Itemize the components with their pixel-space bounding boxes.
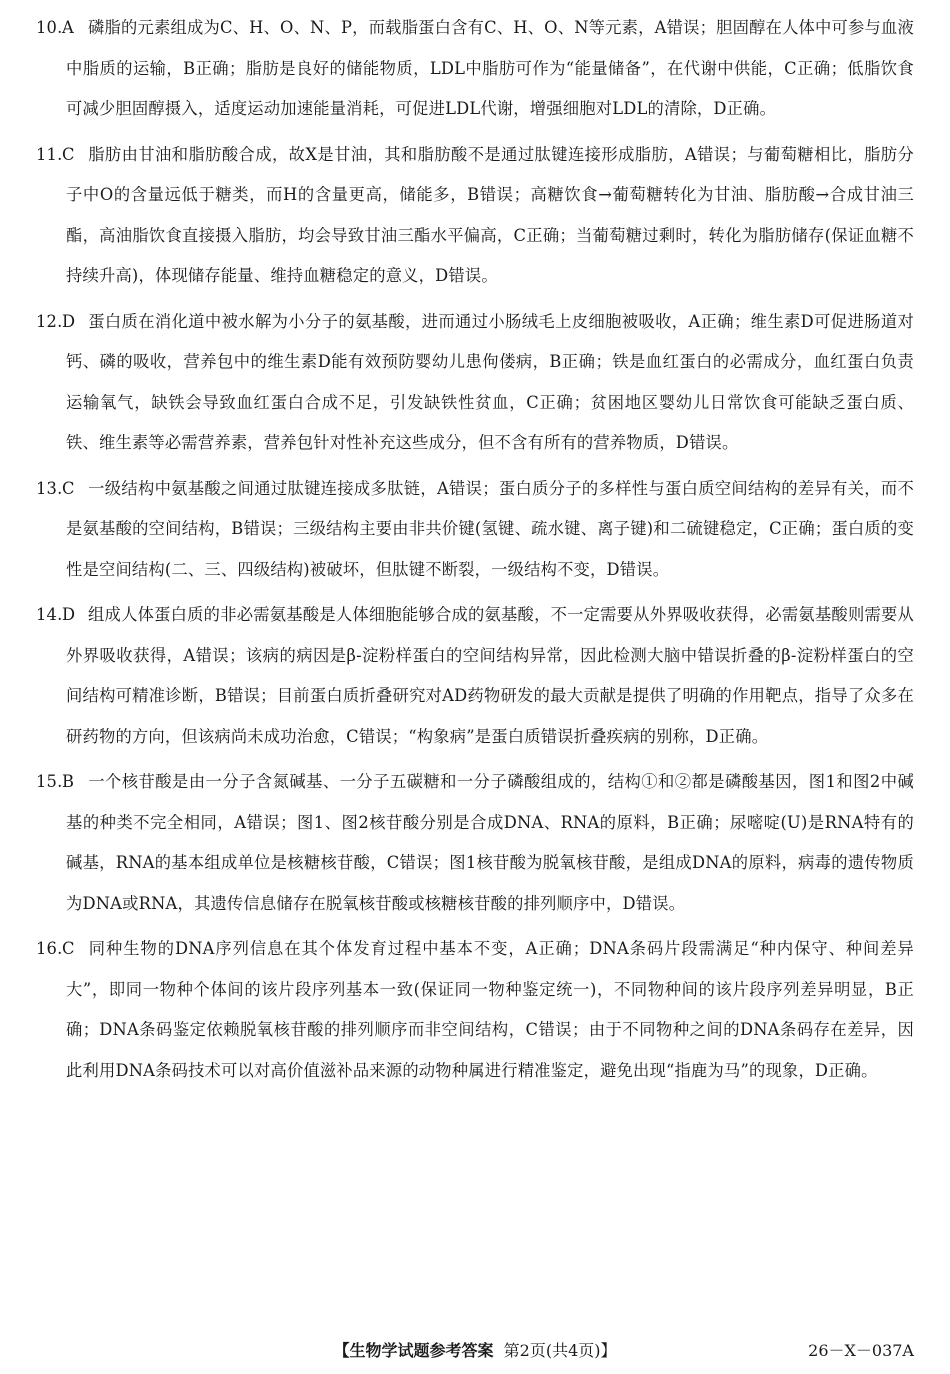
answer-item-16 [36,929,914,1091]
answer-letter: B [62,772,75,791]
answer-letter: C [62,939,75,958]
answer-item-12 [36,302,914,464]
answer-item-15 [36,762,914,924]
answer-explanation: 组成人体蛋白质的非必需氨基酸是人体细胞能够合成的氨基酸，不一定需要从外界吸收获得，必需氨基酸则需要从外界吸收获得，A错误；该病的病因是β-淀粉样蛋白的空间结构异常，因此检测大脑中错误折叠的β-淀粉样蛋白的空间结构可精准诊断，B错误；目前蛋白质折叠研究对AD药物研发的最大贡献是提供了明确的作用靶点，指导了众多在研药物的方向，但该病尚未成功治愈，C错误；“构象病”是蛋白质错误折叠疾病的别称，D正确。 [66,605,914,746]
footer-subject-title: 【生物学试题参考答案 [333,1341,494,1360]
answer-explanation: 同种生物的DNA序列信息在其个体发育过程中基本不变，A正确；DNA条码片段需满足“种内保守、种间差异大”，即同一物种个体间的该片段序列基本一致(保证同一物种鉴定统一)，不同物种间的该片段序列差异明显，B正确；DNA条码鉴定依赖脱氧核苷酸的排列顺序而非空间结构，C错误；由于不同物种之间的DNA条码存在差异，因此利用DNA条码技术可以对高价值滋补品来源的动物种属进行精准鉴定，避免出现“指鹿为马”的现象，D正确。 [66,939,914,1080]
answer-explanation: 一个核苷酸是由一分子含氮碱基、一分子五碳糖和一分子磷酸组成的，结构①和②都是磷酸基因，图1和图2中碱基的种类不完全相同，A错误；图1、图2核苷酸分别是合成DNA、RNA的原料，B正确；尿嘧啶(U)是RNA特有的碱基，RNA的基本组成单位是核糖核苷酸，C错误；图1核苷酸为脱氧核苷酸，是组成DNA的原料，病毒的遗传物质为DNA或RNA，其遗传信息储存在脱氧核苷酸或核糖核苷酸的排列顺序中，D错误。 [66,772,914,913]
answer-explanation: 一级结构中氨基酸之间通过肽键连接成多肽链，A错误；蛋白质分子的多样性与蛋白质空间结构的差异有关，而不是氨基酸的空间结构，B错误；三级结构主要由非共价键(氢键、疏水键、离子键)和二硫键稳定，C正确；蛋白质的变性是空间结构(二、三、四级结构)被破坏，但肽键不断裂，一级结构不变，D错误。 [66,478,914,579]
page-footer [0,1336,950,1366]
answer-letter: C [62,144,75,164]
answer-item-10 [36,8,914,130]
answer-explanation: 脂肪由甘油和脂肪酸合成，故X是甘油，其和脂肪酸不是通过肽键连接形成脂肪，A错误；与葡萄糖相比，脂肪分子中O的含量远低于糖类，而H的含量更高，储能多，B错误；高糖饮食→葡萄糖转化为甘油、脂肪酸→合成甘油三酯，高油脂饮食直接摄入脂肪，均会导致甘油三酯水平偏高，C正确；当葡萄糖过剩时，转化为脂肪储存(保证血糖不持续升高)，体现储存能量、维持血糖稳定的意义，D错误。 [66,144,914,285]
question-number: 12. [36,311,63,331]
answer-letter: A [62,18,74,37]
question-number: 11. [36,144,63,164]
question-number: 10. [36,18,63,37]
answer-letter: C [62,478,75,498]
question-number: 14. [36,605,63,624]
answer-list [36,8,914,1096]
question-number: 16. [36,939,63,958]
question-number: 13. [36,478,63,498]
question-number: 15. [36,772,63,791]
answer-explanation: 磷脂的元素组成为C、H、O、N、P，而载脂蛋白含有C、H、O、N等元素，A错误；胆固醇在人体中可参与血液中脂质的运输，B正确；脂肪是良好的储能物质，LDL中脂肪可作为“能量储备”，在代谢中供能，C正确；低脂饮食可减少胆固醇摄入，适度运动加速能量消耗，可促进LDL代谢，增强细胞对LDL的清除，D正确。 [66,18,914,118]
answer-letter: D [62,605,76,624]
answer-item-14 [36,595,914,757]
answer-explanation: 蛋白质在消化道中被水解为小分子的氨基酸，进而通过小肠绒毛上皮细胞被吸收，A正确；维生素D可促进肠道对钙、磷的吸收，营养包中的维生素D能有效预防婴幼儿患佝偻病，B正确；铁是血红蛋白的必需成分，血红蛋白负责运输氧气，缺铁会导致血红蛋白合成不足，引发缺铁性贫血，C正确；贫困地区婴幼儿日常饮食可能缺乏蛋白质、铁、维生素等必需营养素，营养包针对性补充这些成分，但不含有所有的营养物质，D错误。 [66,311,914,452]
answer-letter: D [62,311,76,331]
footer-page-info: 第2页(共4页)】 [503,1341,617,1360]
footer-code: 26－X－037A [808,1341,914,1360]
answer-item-13 [36,469,914,591]
answer-item-11 [36,135,914,297]
